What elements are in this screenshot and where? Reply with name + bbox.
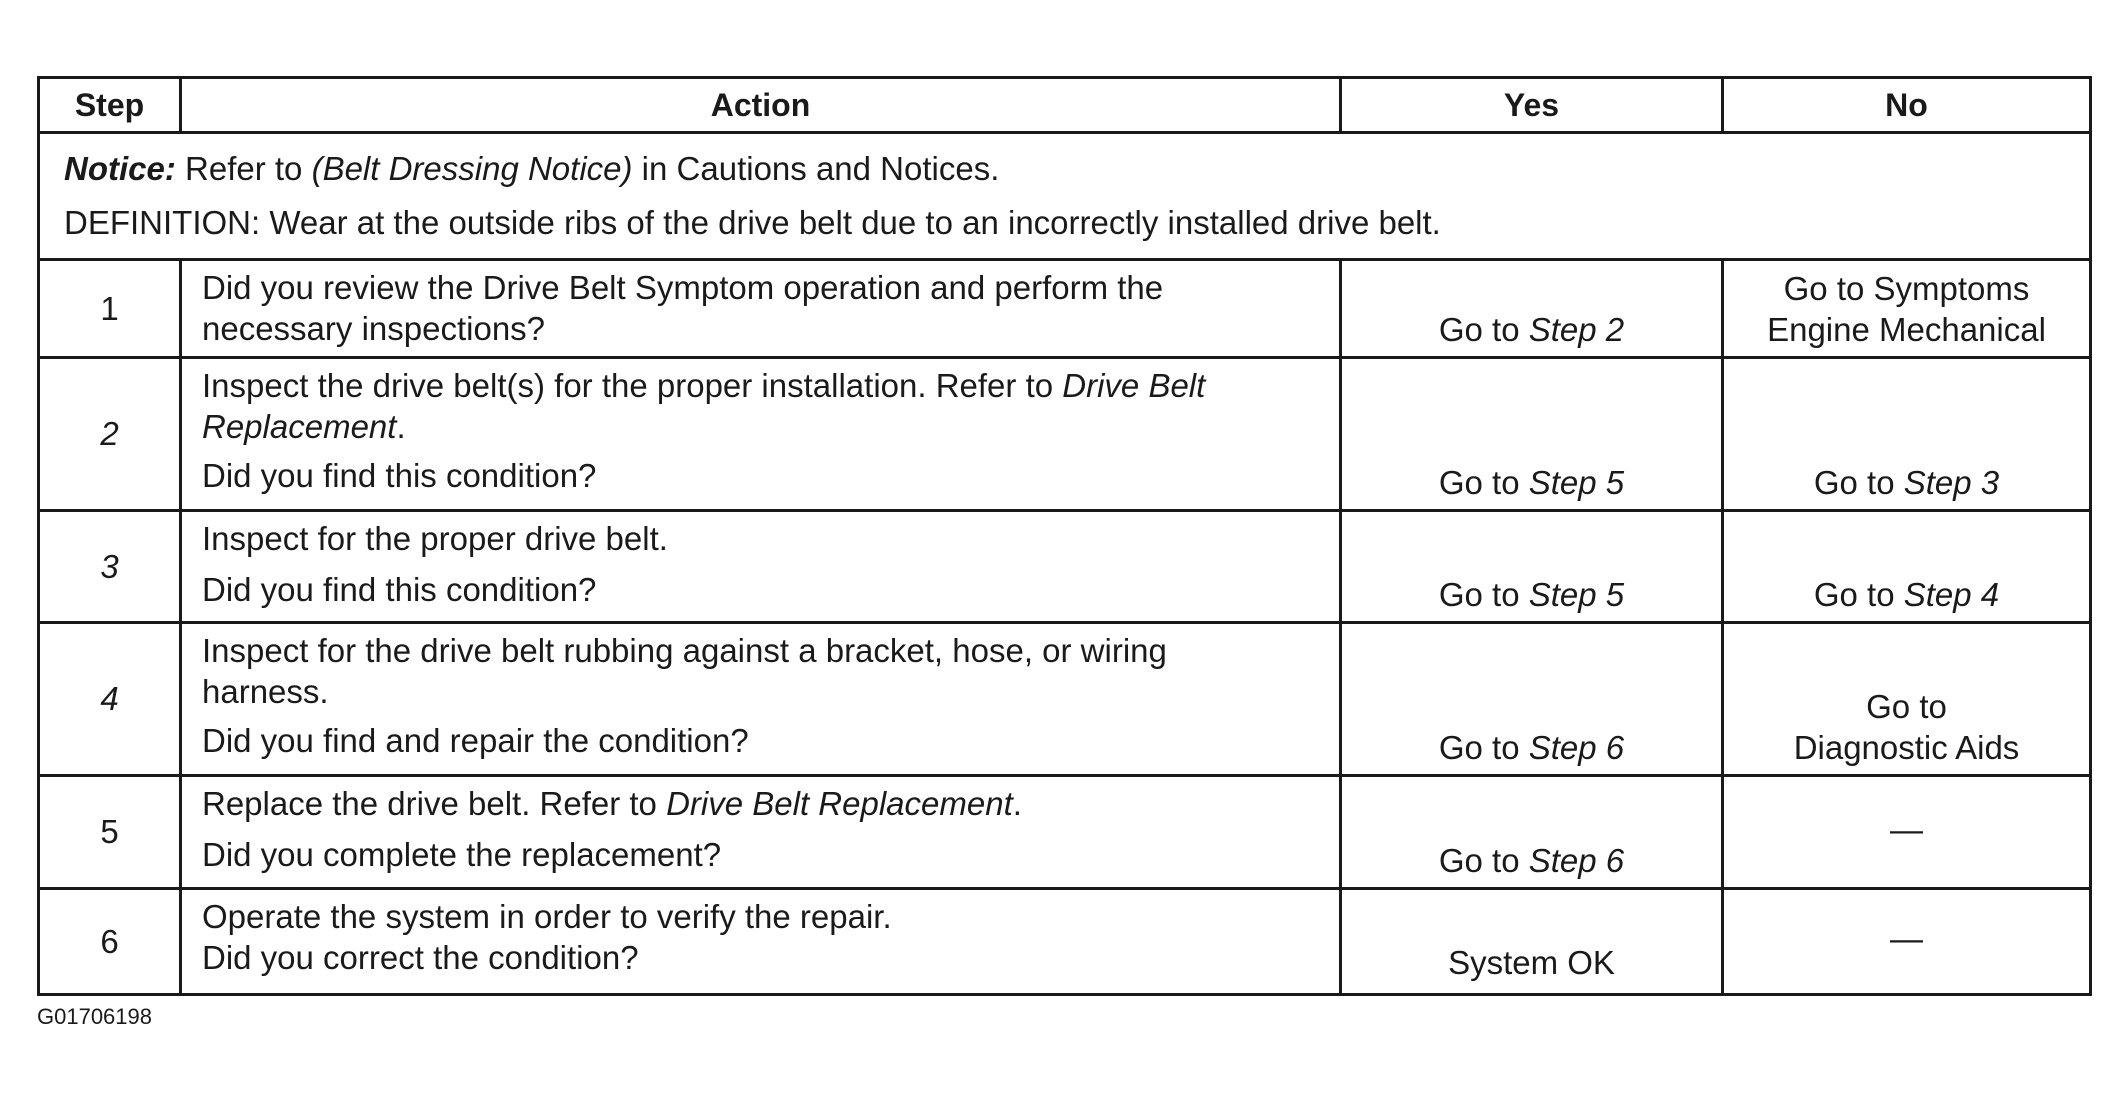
action-question: Did you complete the replacement?: [202, 836, 722, 873]
yes-prefix: Go to: [1438, 464, 1529, 501]
action-text: Inspect for the proper drive belt.: [202, 520, 668, 557]
yes-cell: [1341, 889, 1723, 995]
yes-cell: [1341, 260, 1723, 358]
action-question: Did you find this condition?: [202, 571, 597, 608]
action-ref-link[interactable]: Drive Belt: [1062, 367, 1206, 404]
step-number: 1: [39, 260, 181, 358]
table-row: [39, 260, 2091, 358]
action-suffix: .: [1012, 785, 1022, 822]
yes-cell: [1341, 623, 1723, 776]
header-yes: Yes: [1341, 78, 1723, 133]
action-text: Did you review the Drive Belt Symptom operation and perform the: [202, 269, 1164, 306]
table-row: [39, 623, 2091, 776]
no-step-link[interactable]: Step 4: [1903, 576, 2000, 613]
action-suffix: .: [396, 408, 406, 445]
no-text[interactable]: Go to: [1866, 688, 1947, 725]
no-text[interactable]: Go to Symptoms: [1783, 270, 2030, 307]
yes-step-link[interactable]: Step 5: [1528, 576, 1625, 613]
yes-step-link[interactable]: Step 6: [1528, 729, 1625, 766]
action-prefix: Inspect the drive belt(s) for the proper installation. Refer to: [202, 367, 1063, 404]
table-row: [39, 511, 2091, 623]
action-cell: [181, 260, 1341, 358]
yes-system-ok: System OK: [1448, 944, 1615, 981]
notice-row: [39, 133, 2091, 260]
notice-ref: (Belt Dressing Notice): [311, 150, 633, 187]
no-text[interactable]: Engine Mechanical: [1767, 311, 2046, 348]
no-cell: [1723, 260, 2091, 358]
no-cell: [1723, 889, 2091, 995]
yes-step-link[interactable]: Step 6: [1528, 842, 1625, 879]
table-row: [39, 776, 2091, 889]
action-cell: [181, 889, 1341, 995]
notice-label: Notice:: [64, 150, 176, 187]
action-text: [202, 406, 1319, 447]
action-prefix: Replace the drive belt. Refer to: [202, 785, 667, 822]
yes-prefix: Go to: [1438, 729, 1529, 766]
notice-suffix: in Cautions and Notices.: [632, 150, 1000, 187]
step-number: 5: [39, 776, 181, 889]
action-text: necessary inspections?: [202, 310, 546, 347]
notice-cell: [39, 133, 2091, 260]
step-number: 4: [39, 623, 181, 776]
yes-prefix: Go to: [1438, 311, 1529, 348]
action-question: Did you find and repair the condition?: [202, 722, 749, 759]
yes-cell: [1341, 358, 1723, 511]
action-cell: [181, 623, 1341, 776]
action-question: Did you correct the condition?: [202, 939, 639, 976]
table-row: [39, 889, 2091, 995]
step-number: 6: [39, 889, 181, 995]
yes-prefix: Go to: [1438, 576, 1529, 613]
action-cell: [181, 776, 1341, 889]
action-ref-link[interactable]: Replacement: [202, 408, 397, 445]
action-text: [202, 365, 1319, 406]
no-dash: —: [1890, 920, 1923, 957]
figure-id: G01706198: [37, 1004, 152, 1029]
no-step-link[interactable]: Step 3: [1903, 464, 2000, 501]
diagnostic-table: [37, 76, 2092, 996]
action-text: Operate the system in order to verify the repair.: [202, 898, 892, 935]
action-text: Inspect for the drive belt rubbing against a bracket, hose, or wiring: [202, 632, 1167, 669]
yes-step-link[interactable]: Step 5: [1528, 464, 1625, 501]
no-cell: [1723, 776, 2091, 889]
action-text: [202, 783, 1319, 824]
no-prefix: Go to: [1813, 576, 1904, 613]
no-cell: [1723, 358, 2091, 511]
header-step: Step: [39, 78, 181, 133]
no-cell: [1723, 623, 2091, 776]
action-ref-link[interactable]: Drive Belt Replacement: [666, 785, 1013, 822]
definition-line: DEFINITION: Wear at the outside ribs of the drive belt due to an incorrectly installed drive belt.: [64, 204, 1441, 241]
header-row: [39, 78, 2091, 133]
action-text: harness.: [202, 673, 329, 710]
action-cell: [181, 511, 1341, 623]
step-number: 3: [39, 511, 181, 623]
action-question: Did you find this condition?: [202, 457, 597, 494]
yes-prefix: Go to: [1438, 842, 1529, 879]
header-no: No: [1723, 78, 2091, 133]
no-cell: [1723, 511, 2091, 623]
no-text[interactable]: Diagnostic Aids: [1793, 729, 2020, 766]
table-row: [39, 358, 2091, 511]
yes-cell: [1341, 511, 1723, 623]
yes-step-link[interactable]: Step 2: [1528, 311, 1625, 348]
step-number: 2: [39, 358, 181, 511]
no-prefix: Go to: [1813, 464, 1904, 501]
action-cell: [181, 358, 1341, 511]
header-action: Action: [181, 78, 1341, 133]
yes-cell: [1341, 776, 1723, 889]
notice-line: [64, 142, 2065, 196]
notice-prefix: Refer to: [175, 150, 312, 187]
no-dash: —: [1890, 810, 1923, 848]
